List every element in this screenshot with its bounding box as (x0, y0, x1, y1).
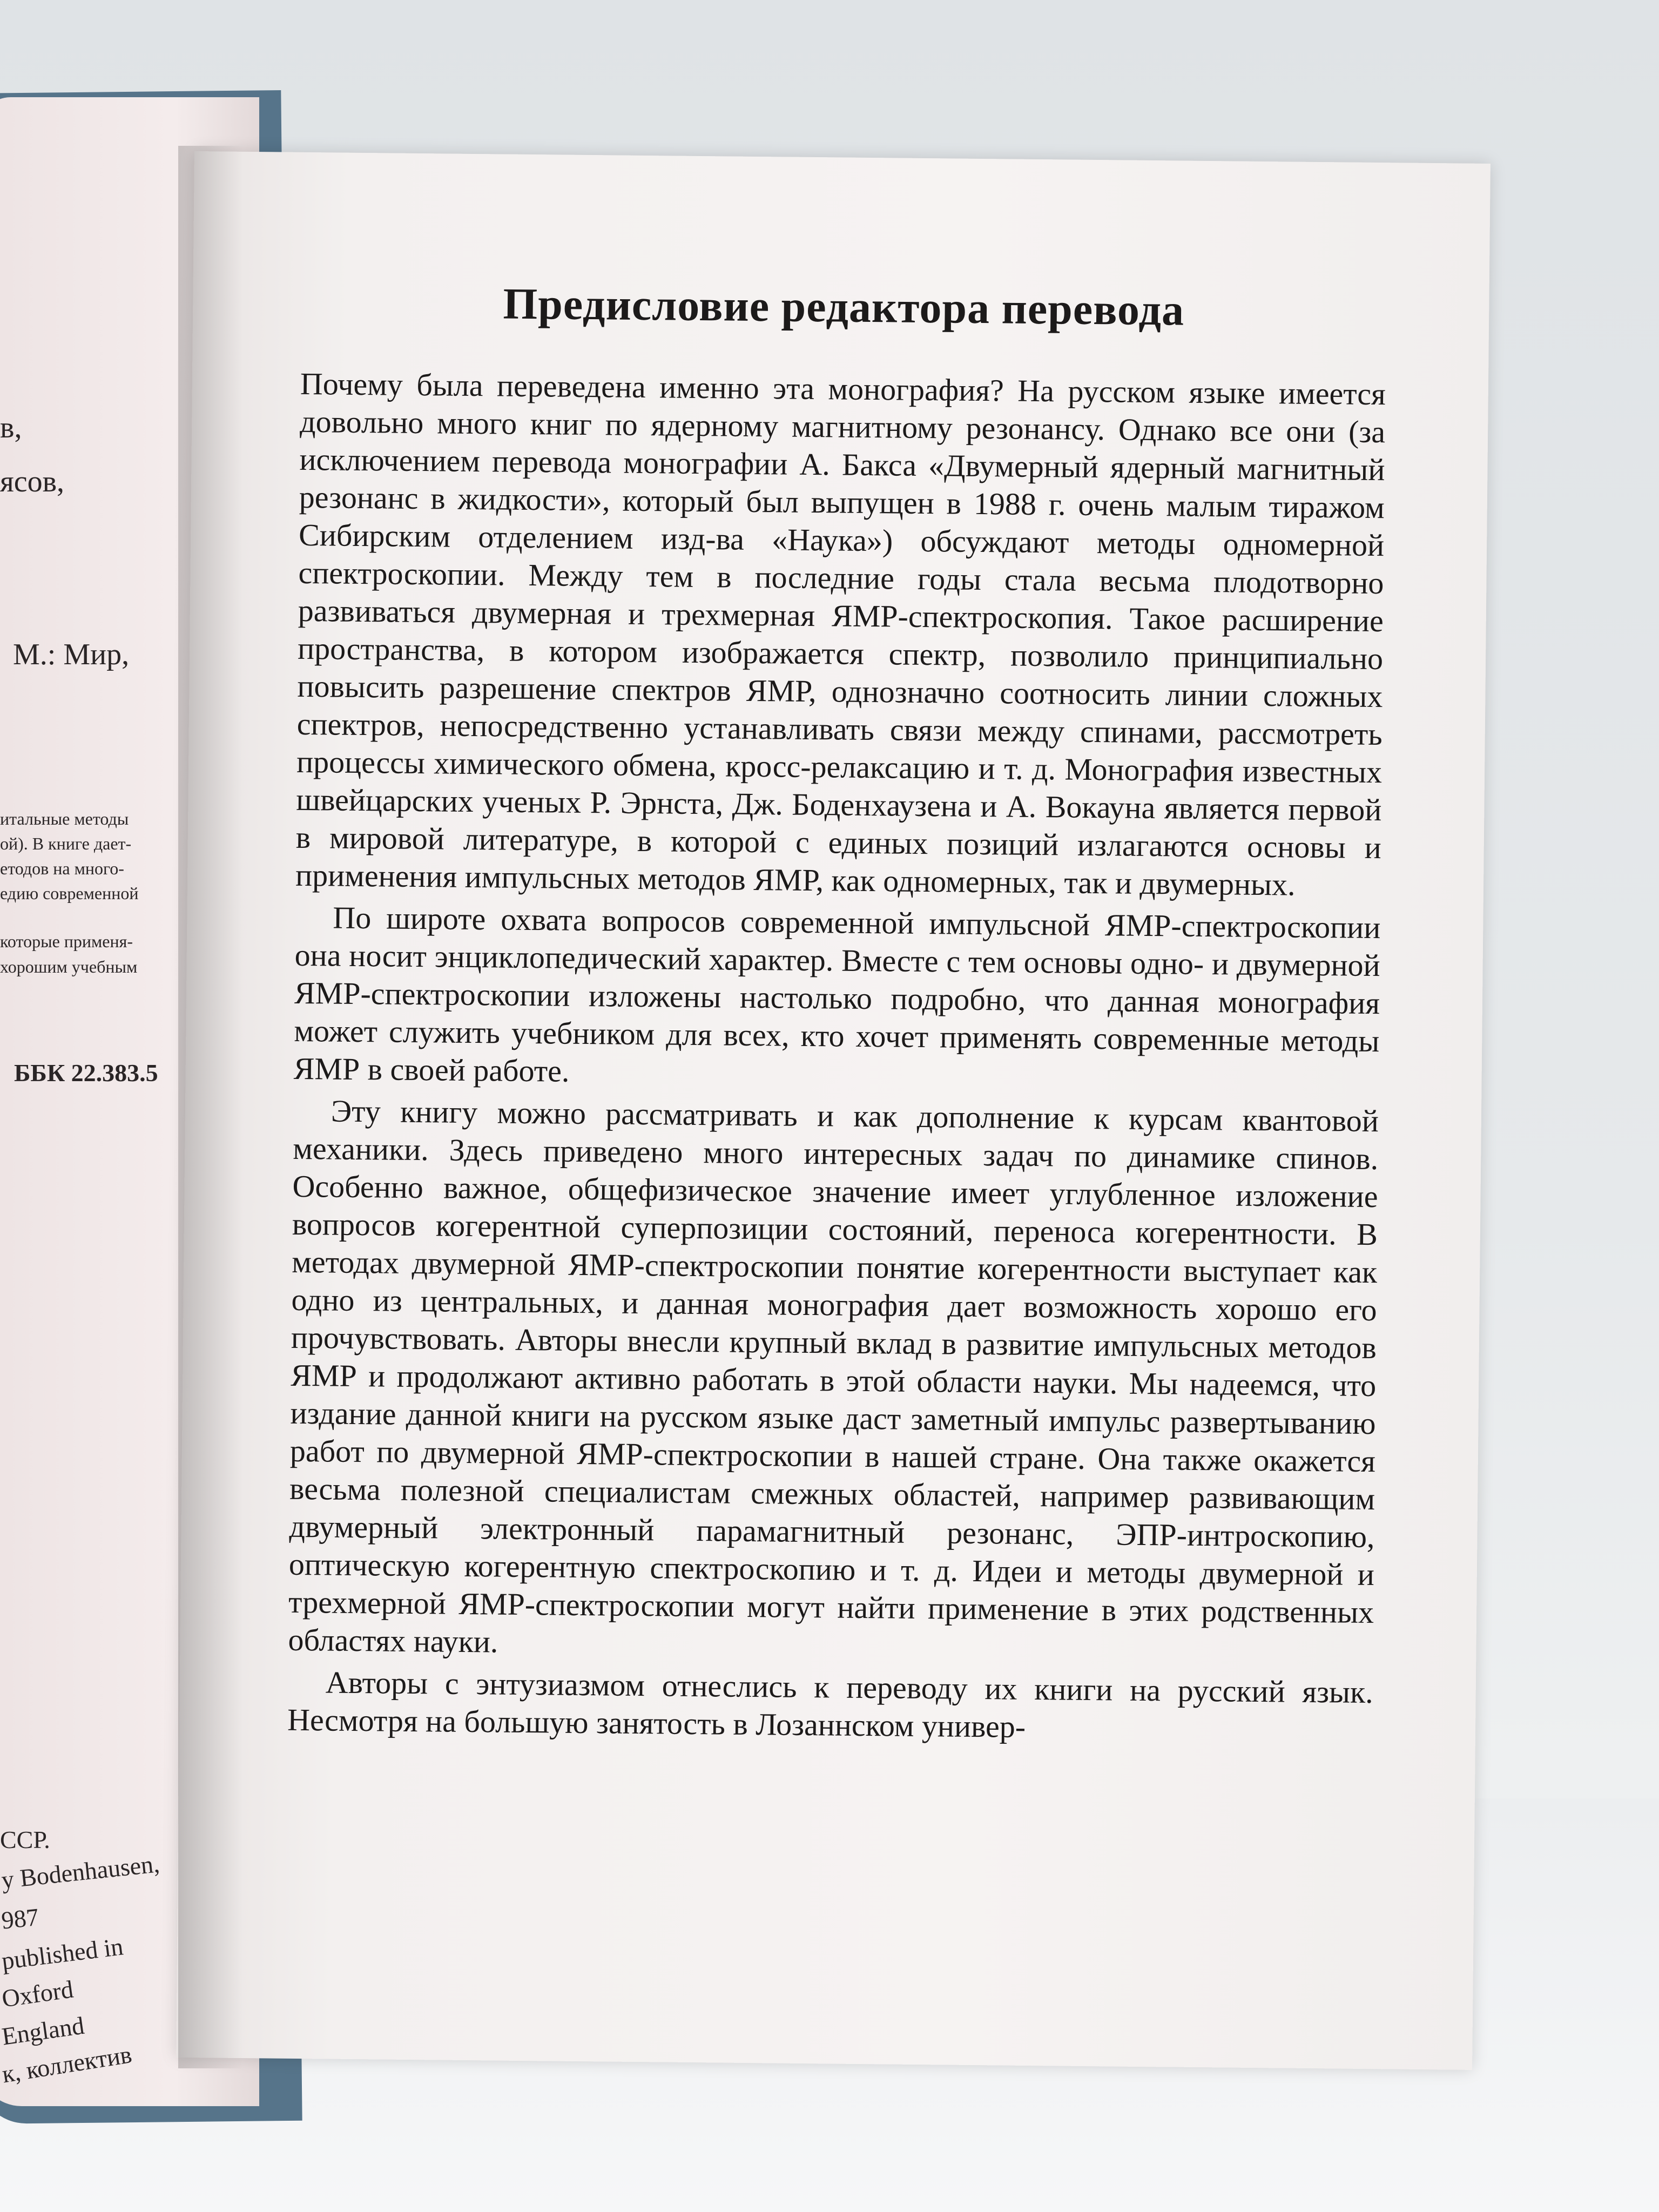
left-page-line: 987 (0, 1903, 41, 1934)
left-page-line: England (0, 2011, 86, 2051)
left-page-line: к, коллектив (0, 2040, 134, 2088)
left-page-line: y Bodenhausen, (0, 1850, 161, 1894)
left-page-line: Oxford (0, 1975, 75, 2013)
gutter-shadow (178, 146, 243, 2068)
paragraph: Авторы с энтузиазмом отнеслись к переводу их книги на русский язык. Несмотря на большую занятость в Лозаннском универ- (287, 1664, 1374, 1744)
left-page-line: етодов на много- (0, 859, 124, 878)
right-page (176, 151, 1491, 2070)
left-page-line: published in (0, 1932, 125, 1975)
left-page-line: в, (0, 411, 22, 444)
left-page-line: ясов, (0, 465, 65, 498)
bbk-index: ББК 22.383.5 (14, 1059, 158, 1087)
left-page-line: которые применя- (0, 932, 133, 951)
paragraph: Почему была переведена именно эта монография? На русском языке имеется довольно много книг по ядерному магнитному резонансу. Однако все они (за исключением перевода монографии А. Бакса «Двумерный ядерный магнитный резонанс в жидкости», который был выпущен в 1988 г. очень малым тиражом Сибирским отделением изд-ва «Наука») обсуждают методы одномерной спектроскопии. Между тем в последние годы стала весьма плодотворно развиваться двумерная и трехмерная ЯМР-спектроскопия. Такое расширение пространства, в котором изображается спектр, позволило принципиально повысить разрешение спектров ЯМР, однозначно соотносить линии сложных спектров, непосредственно устанавливать связи между спинами, рассмотреть процессы химического обмена, кросс-релаксацию и т. д. Монография известных швейцарских ученых Р. Эрнста, Дж. Боденхаузена и А. Вокауна является первой в мировой литературе, в которой с единых позиций излагаются основы и применения импульсных методов ЯМР, как одномерных, так и двумерных. (295, 366, 1386, 902)
page-text-block (287, 276, 1387, 1749)
left-page-line: хорошим учебным (0, 957, 138, 976)
left-page-line: итальные методы (0, 809, 129, 828)
paragraph: Эту книгу можно рассматривать и как дополнение к курсам квантовой механики. Здесь приведено много интересных задач по динамике спинов. Особенно важное, общефизическое значение имеет углубленное изложение вопросов когерентной суперпозиции состояний, переноса когерентности. В методах двумерной ЯМР-спектроскопии понятие когерентности выступает как одно из центральных, и данная монография дает возможность хорошо его прочувствовать. Авторы внесли крупный вклад в развитие импульсных методов ЯМР и продолжают активно работать в этой области науки. Мы надеемся, что издание данной книги на русском языке даст заметный импульс развертыванию работ по двумерной ЯМР-спектроскопии в нашей стране. Она также окажется весьма полезной специалистам смежных областей, например развивающим двумерный электронный парамагнитный резонанс, ЭПР-интроскопию, оптическую когерентную спектроскопию и т. д. Идеи и методы двумерной и трехмерной ЯМР-спектроскопии могут найти применение в этих родственных областях науки. (288, 1093, 1379, 1660)
left-page-line: М.: Мир, (13, 638, 130, 671)
left-page-line: ой). В книге дает- (0, 834, 132, 853)
paragraph: По широте охвата вопросов современной импульсной ЯМР-спектроскопии она носит энциклопедический характер. Вместе с тем основы одно- и двумерной ЯМР-спектроскопии изложены настолько подробно, что данная монография может служить учебником для всех, кто хочет применять современные методы ЯМР в своей работе. (293, 900, 1381, 1089)
page-title: Предисловие редактора перевода (503, 279, 1185, 335)
left-page-line: едию современной (0, 884, 139, 903)
left-page-line: ССР. (0, 1826, 50, 1853)
